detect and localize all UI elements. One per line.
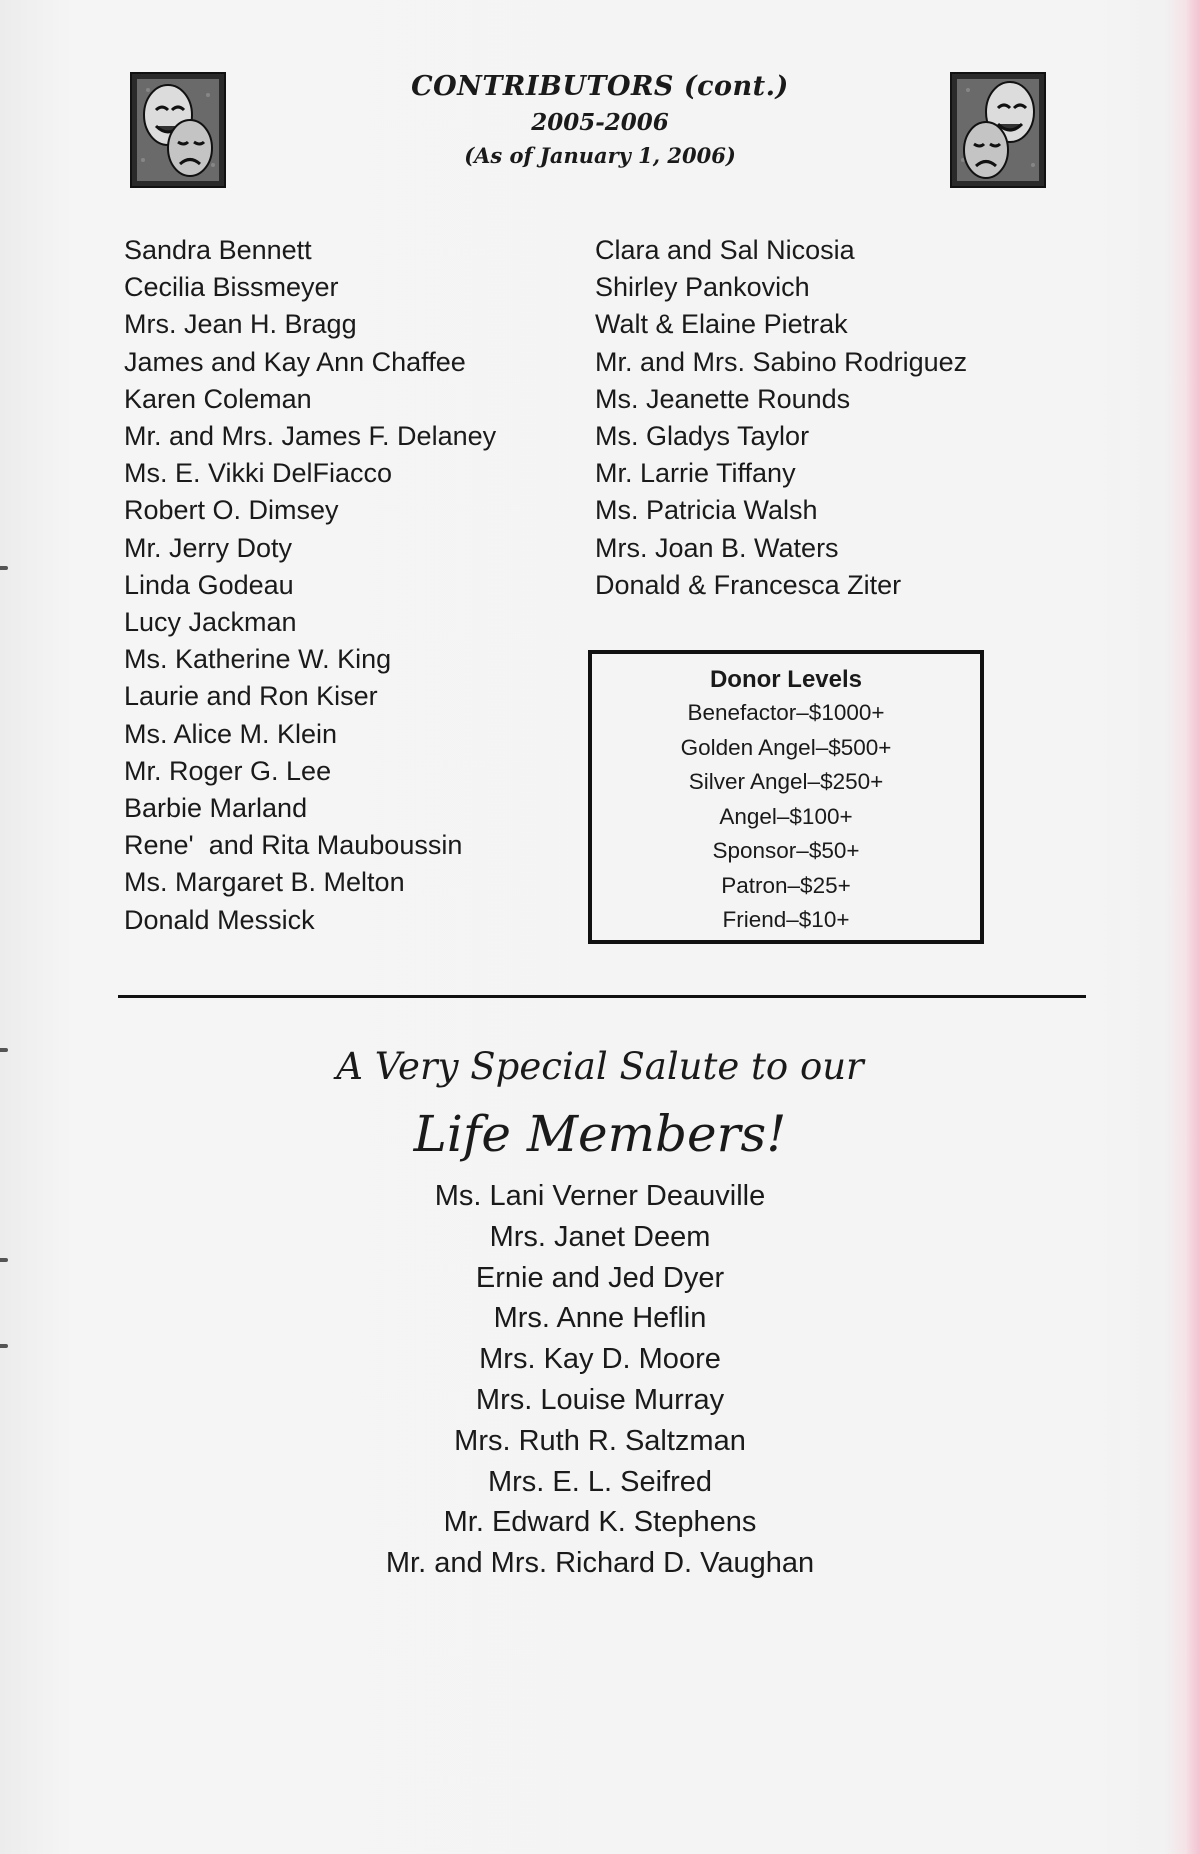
- life-member-name: Mrs. Ruth R. Saltzman: [454, 1424, 746, 1457]
- contributors-left-column: [124, 232, 496, 939]
- life-member-name: Mr. Edward K. Stephens: [443, 1506, 757, 1539]
- salute-line: A Very Special Salute to our: [336, 1045, 864, 1088]
- donor-level: Patron–$25+: [721, 872, 851, 898]
- contributor-name: Clara and Sal Nicosia: [595, 235, 855, 265]
- donor-levels-box: [588, 650, 984, 944]
- contributors-right-column: [595, 232, 967, 604]
- contributor-name: Mr. Roger G. Lee: [124, 755, 332, 786]
- contributor-name: Mrs. Joan B. Waters: [595, 532, 839, 563]
- life-member-name: Ernie and Jed Dyer: [475, 1261, 725, 1294]
- life-member-name: Mrs. Louise Murray: [475, 1383, 725, 1416]
- life-members-list: [0, 1176, 1200, 1584]
- donor-level: Golden Angel–$500+: [680, 734, 892, 760]
- donor-level: Sponsor–$50+: [712, 838, 860, 863]
- section-divider: [118, 995, 1086, 998]
- contributor-name: Ms. E. Vikki DelFiacco: [124, 458, 393, 489]
- contributor-name: Rene' and Rita Mauboussin: [124, 830, 463, 861]
- contributor-name: Mr. Jerry Doty: [124, 532, 293, 563]
- donor-levels-title: Donor Levels: [709, 666, 863, 693]
- contributor-name: Ms. Katherine W. King: [124, 644, 392, 675]
- life-members-title: Life Members!: [413, 1105, 787, 1163]
- contributor-name: Lucy Jackman: [124, 607, 297, 638]
- life-member-name: Ms. Lani Verner Deauville: [434, 1180, 766, 1212]
- life-members-heading: [0, 1042, 1200, 1170]
- contributor-name: Ms. Margaret B. Melton: [124, 867, 405, 898]
- contributor-name: Mrs. Jean H. Bragg: [124, 309, 357, 340]
- contributor-name: Donald & Francesca Ziter: [595, 569, 902, 600]
- contributor-name: Cecilia Bissmeyer: [124, 272, 339, 303]
- contributor-name: Ms. Patricia Walsh: [595, 495, 818, 526]
- contributor-name: Mr. and Mrs. James F. Delaney: [124, 421, 497, 452]
- life-member-name: Mr. and Mrs. Richard D. Vaughan: [385, 1547, 815, 1580]
- donor-level: Friend–$10+: [722, 907, 850, 932]
- as-of-date: (As of January 1, 2006): [464, 143, 736, 168]
- page-title: CONTRIBUTORS (cont.): [411, 71, 789, 102]
- season-years: 2005-2006: [531, 109, 669, 136]
- donor-level: Benefactor–$1000+: [687, 700, 885, 725]
- contributor-name: Karen Coleman: [124, 383, 312, 414]
- life-member-name: Mrs. Janet Deem: [489, 1220, 711, 1253]
- contributor-name: Ms. Alice M. Klein: [124, 718, 338, 749]
- contributor-name: Donald Messick: [124, 904, 315, 935]
- contributor-name: Robert O. Dimsey: [124, 495, 339, 526]
- donor-levels-list: [592, 696, 980, 938]
- contributor-name: Mr. Larrie Tiffany: [595, 458, 796, 489]
- contributor-name: Ms. Gladys Taylor: [595, 421, 810, 452]
- life-member-name: Mrs. E. L. Seifred: [487, 1465, 712, 1498]
- life-member-name: Mrs. Anne Heflin: [493, 1302, 707, 1335]
- contributor-name: Sandra Bennett: [124, 235, 312, 265]
- punch-mark: [0, 566, 8, 570]
- life-member-name: Mrs. Kay D. Moore: [479, 1343, 721, 1376]
- contributor-name: Ms. Jeanette Rounds: [595, 383, 851, 414]
- contributor-name: Mr. and Mrs. Sabino Rodriguez: [595, 346, 968, 377]
- contributor-name: Shirley Pankovich: [595, 272, 810, 303]
- donor-level: Silver Angel–$250+: [688, 769, 884, 794]
- contributor-name: Barbie Marland: [124, 793, 308, 824]
- donor-level: Angel–$100+: [719, 803, 853, 829]
- contributor-name: Linda Godeau: [124, 569, 294, 600]
- contributor-name: Laurie and Ron Kiser: [124, 681, 378, 712]
- page-header: [0, 68, 1200, 172]
- contributor-name: Walt & Elaine Pietrak: [595, 309, 848, 340]
- contributor-name: James and Kay Ann Chaffee: [124, 346, 466, 377]
